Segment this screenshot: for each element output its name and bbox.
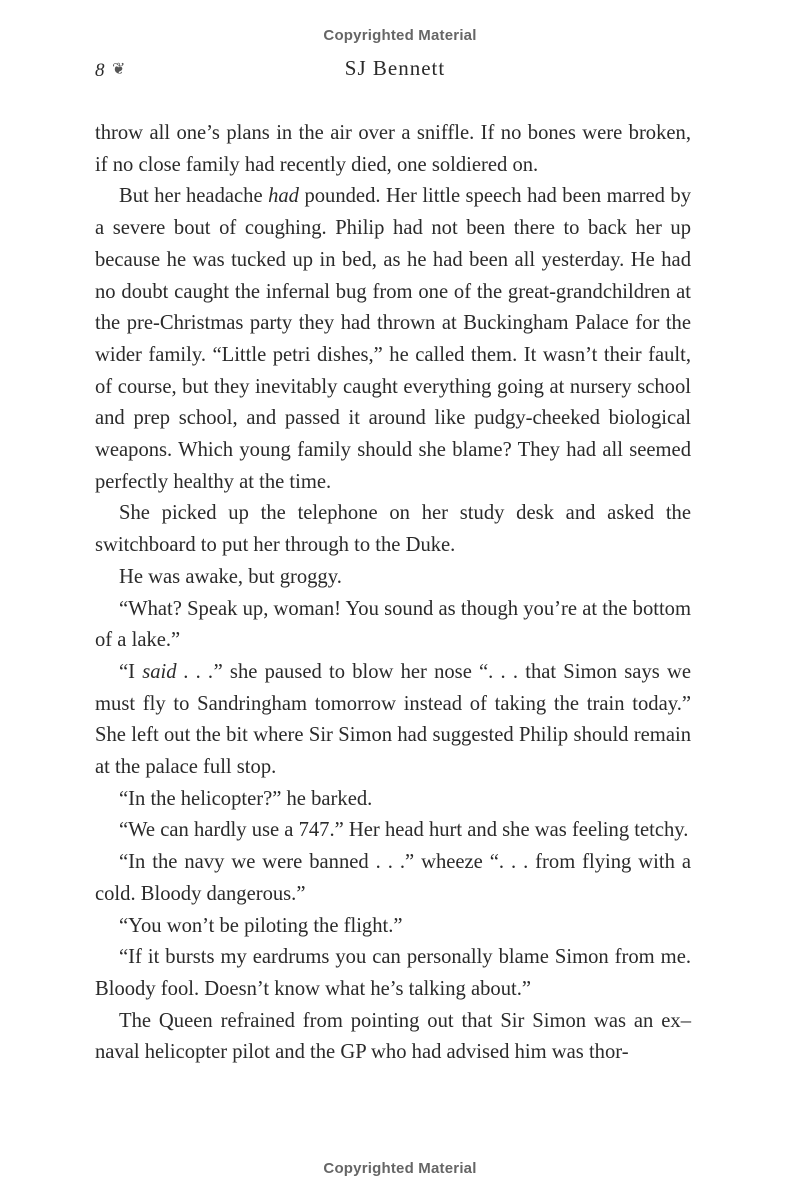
book-author: SJ Bennett [344, 56, 446, 80]
paragraph: “In the helicopter?” he barked. [119, 787, 373, 810]
text-run: “I [119, 660, 143, 683]
paragraph [95, 657, 691, 784]
paragraph: The Queen refrained from pointing out that Sir Simon was an ex–naval helicopter pilot and the GP who had advised him was thor- [95, 1009, 691, 1064]
paragraph: “In the navy we were banned . . .” wheeze “. . . from flying with a cold. Bloody dangerous.” [95, 851, 691, 905]
paragraph: “If it bursts my eardrums you can personally blame Simon from me. Bloody fool. Doesn’t know what he’s talking about.” [95, 946, 691, 1000]
running-head [95, 56, 695, 84]
paragraph: throw all one’s plans in the air over a sniffle. If no bones were broken, if no close family had recently died, one soldiered on. [95, 122, 691, 176]
body-text [95, 118, 691, 1069]
leaf-ornament-icon: ❦ [112, 61, 126, 78]
copyright-watermark-top: Copyrighted Material [323, 27, 477, 44]
text-run: pounded. Her little speech had been marred by a severe bout of coughing. Philip had not been there to back her up because he was tucked up in bed, as he had been all yesterday. He had no doubt caught the infernal bug from one of the great-grandchildren at the pre-Christmas party they had thrown at Buckingham Palace for the wider family. “Little petri dishes,” he called them. It wasn’t their fault, of course, but they inevitably caught everything going at nursery school and prep school, and passed it around like pudgy-cheeked biological weapons. Which young family should she blame? They had all seemed perfectly healthy at the time. [95, 185, 692, 493]
paragraph: “You won’t be piloting the flight.” [119, 914, 403, 937]
page-number: 8 [95, 60, 105, 81]
paragraph: He was awake, but groggy. [119, 565, 342, 588]
paragraph: “We can hardly use a 747.” Her head hurt and she was feeling tetchy. [119, 819, 689, 842]
paragraph [95, 181, 691, 498]
emphasis-text: had [268, 185, 299, 208]
paragraph: “What? Speak up, woman! You sound as though you’re at the bottom of a lake.” [95, 597, 691, 652]
text-run: ” she paused to blow her nose “. . . that Simon says we must fly to Sandringham tomorrow instead of taking the train today.” She left out the bit where Sir Simon had suggested Philip should remain at the palace full stop. [95, 660, 691, 779]
emphasis-text: said . . . [142, 660, 214, 683]
copyright-watermark-bottom: Copyrighted Material [323, 1160, 477, 1177]
text-run: But her headache [119, 185, 269, 208]
paragraph: She picked up the telephone on her study desk and asked the switchboard to put her through to the Duke. [95, 502, 691, 557]
